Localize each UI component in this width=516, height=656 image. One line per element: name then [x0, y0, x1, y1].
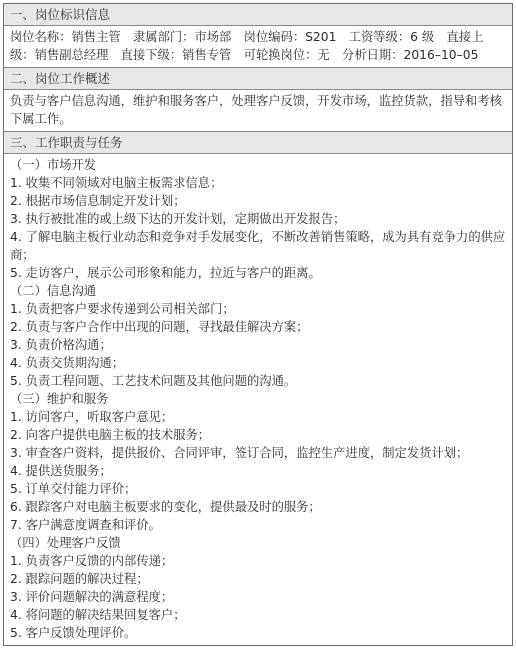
duty-group-title: （三）维护和服务 — [10, 392, 109, 406]
job-description-table — [3, 3, 513, 646]
duty-item: 2. 负责与客户合作中出现的问题，寻找最佳解决方案； — [10, 320, 309, 334]
duty-item: 4. 负责交货期沟通； — [10, 356, 125, 370]
duty-item: 1. 访问客户，听取客户意见； — [10, 410, 174, 424]
duty-item: 3. 执行被批准的或上级下达的开发计划，定期做出开发报告； — [10, 212, 346, 226]
identification-line-1: 岗位名称：销售主管 隶属部门：市场部 岗位编码：S201 工资等级：6 级 直接上 — [10, 30, 484, 44]
duty-group-customer-feedback — [10, 534, 506, 642]
duty-item: 3. 负责价格沟通； — [10, 338, 112, 352]
duty-item: 2. 跟踪问题的解决过程； — [10, 572, 149, 586]
duty-group-title: （二）信息沟通 — [10, 284, 97, 298]
section-header-identification: 一、岗位标识信息 — [4, 4, 512, 26]
duty-item: 2. 根据市场信息制定开发计划； — [10, 194, 186, 208]
duty-item: 6. 跟踪客户对电脑主板要求的变化，提供最及时的服务； — [10, 500, 321, 514]
section-header-overview: 二、岗位工作概述 — [4, 68, 512, 90]
duty-item: 4. 将问题的解决结果回复客户； — [10, 608, 186, 622]
overview-paragraph: 负责与客户信息沟通，维护和服务客户，处理客户反馈，开发市场，监控货款，指导和考核下属工作。 — [10, 94, 502, 126]
duties-list — [4, 154, 512, 645]
duty-item: 1. 负责客户反馈的内部传递； — [10, 554, 174, 568]
duty-group-maintenance-service — [10, 390, 506, 534]
duty-item: 3. 评价问题解决的满意程度； — [10, 590, 174, 604]
section-header-duties: 三、工作职责与任务 — [4, 132, 512, 154]
duty-item: 5. 走访客户，展示公司形象和能力，拉近与客户的距离。 — [10, 266, 321, 280]
duty-group-communication — [10, 282, 506, 390]
identification-info — [4, 26, 512, 68]
duty-item: 5. 负责工程问题、工艺技术问题及其他问题的沟通。 — [10, 374, 297, 388]
duty-item: 2. 向客户提供电脑主板的技术服务； — [10, 428, 211, 442]
duty-group-market-development — [10, 156, 506, 282]
duty-item: 7. 客户满意度调查和评价。 — [10, 518, 161, 532]
duty-item: 1. 收集不同领域对电脑主板需求信息； — [10, 176, 223, 190]
duty-item: 4. 了解电脑主板行业动态和竞争对手发展变化，不断改善销售策略，成为具有竞争力的供应商； — [10, 230, 506, 262]
duty-item: 5. 客户反馈处理评价。 — [10, 626, 137, 640]
identification-line-2: 级：销售副总经理 直接下级：销售专管 可轮换岗位：无 分析日期：2016–10–05 — [10, 48, 479, 62]
duty-group-title: （一）市场开发 — [10, 158, 97, 172]
duty-item: 3. 审查客户资料，提供报价、合同评审，签订合同，监控生产进度，制定发货计划； — [10, 446, 469, 460]
overview-text — [4, 90, 512, 132]
duty-item: 1. 负责把客户要求传递到公司相关部门； — [10, 302, 235, 316]
duty-item: 4. 提供送货服务； — [10, 464, 112, 478]
duty-group-title: （四）处理客户反馈 — [10, 536, 121, 550]
duty-item: 5. 订单交付能力评价； — [10, 482, 137, 496]
